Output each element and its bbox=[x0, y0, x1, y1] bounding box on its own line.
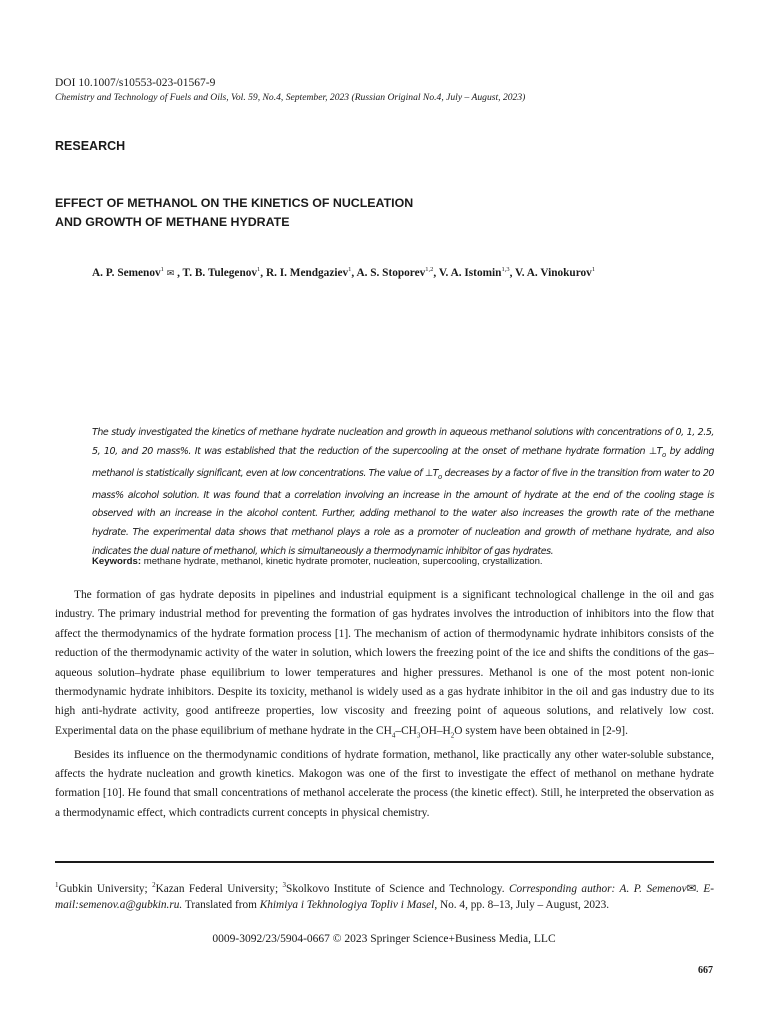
affiliation: Skolkovo Institute of Science and Technology. bbox=[286, 882, 509, 895]
paragraph-text: The formation of gas hydrate deposits in pipelines and industrial equipment is a significant technological challenge in the oil and gas industry. The primary industrial method for preventing the formation of gas hydrates involves the introduction of inhibitors into the flow that affect the thermodynamics of the hydrate formation process [1]. The mechanism of action of thermodynamic hydrate inhibitors consists of the reduction of the thermodynamic activity of the water in solution, which lowers the freezing point of the ice and shifts the conditions of the gas–aqueous solution–hydrate phase equilibrium to lower temperatures and higher pressures. Methanol is one of the most potent non-ionic thermodynamic hydrate inhibitors. Despite its toxicity, methanol is widely used as a gas hydrate inhibitor in the oil and gas industry due to its high anti-hydrate activity, good antifreeze properties, low viscosity and freezing point of aqueous solutions, and relatively low cost. Experimental data on the phase equilibrium of methane hydrate in the CH bbox=[55, 589, 714, 737]
title-line-1: EFFECT OF METHANOL ON THE KINETICS OF NUCLEATION bbox=[55, 196, 414, 210]
author-name: V. A. Vinokurov bbox=[515, 266, 592, 279]
page-number: 667 bbox=[698, 965, 713, 976]
affiliation: Gubkin University; bbox=[58, 882, 153, 895]
abstract-text: The study investigated the kinetics of methane hydrate nucleation and growth in aqueous methanol solutions with concentrations of 0, 1, 2.5, 5, 10, and 20 mass%. It was established that the reduction of the supercooling at the onset of methane hydrate formation bbox=[92, 427, 714, 457]
author-affiliation: 1 bbox=[257, 266, 261, 273]
author-list: A. P. Semenov$^1$ ✉ , T. B. Tulegenov$^1$, R. I. Mendgaziev$^1$, A. S. Stoporev$^{1,2}$, V. A. Istomin$^{1,3}$, V. A. Vinokurov$^1$ bbox=[92, 266, 596, 279]
paper-title bbox=[55, 194, 413, 232]
author-affiliation: 1,3 bbox=[501, 266, 510, 273]
source-journal: Khimiya i Tekhnologiya Topliv i Masel bbox=[259, 899, 435, 912]
copyright-line: 0009-3092/23/5904-0667 © 2023 Springer Science+Business Media, LLC bbox=[212, 933, 556, 945]
keywords-text: methane hydrate, methanol, kinetic hydrate promoter, nucleation, supercooling, crystallization. bbox=[141, 556, 543, 567]
formula-subscript: 4 bbox=[391, 731, 396, 740]
affiliation: Kazan Federal University; bbox=[155, 882, 283, 895]
section-label: RESEARCH bbox=[55, 139, 126, 153]
author-name: A. P. Semenov bbox=[92, 266, 161, 279]
paragraph-text: O system have been obtained in [2-9]. bbox=[454, 724, 628, 737]
symbol-subscript: o bbox=[438, 472, 442, 481]
affiliation-number: 2 bbox=[152, 881, 156, 889]
author-name: T. B. Tulegenov bbox=[182, 266, 258, 279]
corresponding-author: Corresponding author: A. P. Semenov bbox=[508, 882, 687, 895]
translation-note: Translated from bbox=[182, 899, 260, 912]
affiliation-number: 3 bbox=[282, 881, 287, 889]
body-paragraph bbox=[55, 586, 714, 746]
source-issue: , No. 4, pp. 8–13, July – August, 2023. bbox=[434, 899, 610, 912]
keywords bbox=[92, 556, 543, 567]
author-name: V. A. Istomin bbox=[438, 266, 502, 279]
paragraph-text: OH–H bbox=[420, 724, 451, 737]
symbol-subscript: o bbox=[662, 450, 666, 459]
envelope-icon: ✉ bbox=[686, 882, 697, 895]
doi: DOI 10.1007/s10553-023-01567-9 bbox=[55, 77, 216, 89]
author-affiliation: 1 bbox=[348, 266, 352, 273]
footnote bbox=[55, 877, 714, 914]
supercooling-symbol: ⊥T bbox=[648, 445, 663, 457]
formula-subscript: 3 bbox=[416, 731, 421, 740]
paragraph-text: –CH bbox=[395, 724, 417, 737]
journal-citation: Chemistry and Technology of Fuels and Oils, Vol. 59, No.4, September, 2023 (Russian Original No.4, July – August, 2023) bbox=[55, 92, 526, 103]
abstract-text: decreases by a factor of five in the transition from water to 20 mass% alcohol solution. It was found that a correlation involving an increase in the amount of hydrate at the end of the cooling stage is observed with an increase in the alcohol content. Further, adding methanol to the water also increases the growth rate of the methane hydrate. The experimental data shows that methanol plays a role as a promoter of nucleation and growth of methane hydrate, and also indicates the dual nature of methanol, which is simultaneously a thermodynamic inhibitor of gas hydrates. bbox=[92, 467, 715, 558]
affiliation-number: 1 bbox=[55, 881, 59, 889]
envelope-icon: ✉ bbox=[166, 267, 175, 278]
formula-subscript: 2 bbox=[450, 731, 455, 740]
author-affiliation: 1 bbox=[160, 266, 164, 273]
author-email[interactable]: . E-mail:semenov.a@gubkin.ru. bbox=[55, 882, 714, 912]
title-line-2: AND GROWTH OF METHANE HYDRATE bbox=[55, 215, 290, 229]
body-paragraph: Besides its influence on the thermodynamic conditions of hydrate formation, methanol, like practically any other water-soluble substance, affects the hydrate nucleation and growth kinetics. Makogon was one of the first to investigate the effect of methanol on methane hydrate formation [10]. He found that small concentrations of methanol accelerate the process (the kinetic effect). Still, he interpreted the observation as a thermodynamic effect, which contradicts current concepts in physical chemistry. bbox=[55, 748, 714, 819]
author-name: R. I. Mendgaziev bbox=[265, 266, 349, 279]
keywords-label: Keywords: bbox=[92, 556, 142, 567]
author-name: A. S. Stoporev bbox=[356, 266, 426, 279]
abstract bbox=[92, 424, 714, 562]
footnote-divider bbox=[55, 861, 714, 863]
author-affiliation: 1 bbox=[591, 266, 596, 273]
author-affiliation: 1,2 bbox=[425, 266, 434, 273]
body-text bbox=[55, 586, 714, 823]
supercooling-symbol: ⊥T bbox=[424, 467, 439, 479]
abstract-text: by adding methanol is statistically significant, even at low concentrations. The value of bbox=[92, 445, 715, 479]
